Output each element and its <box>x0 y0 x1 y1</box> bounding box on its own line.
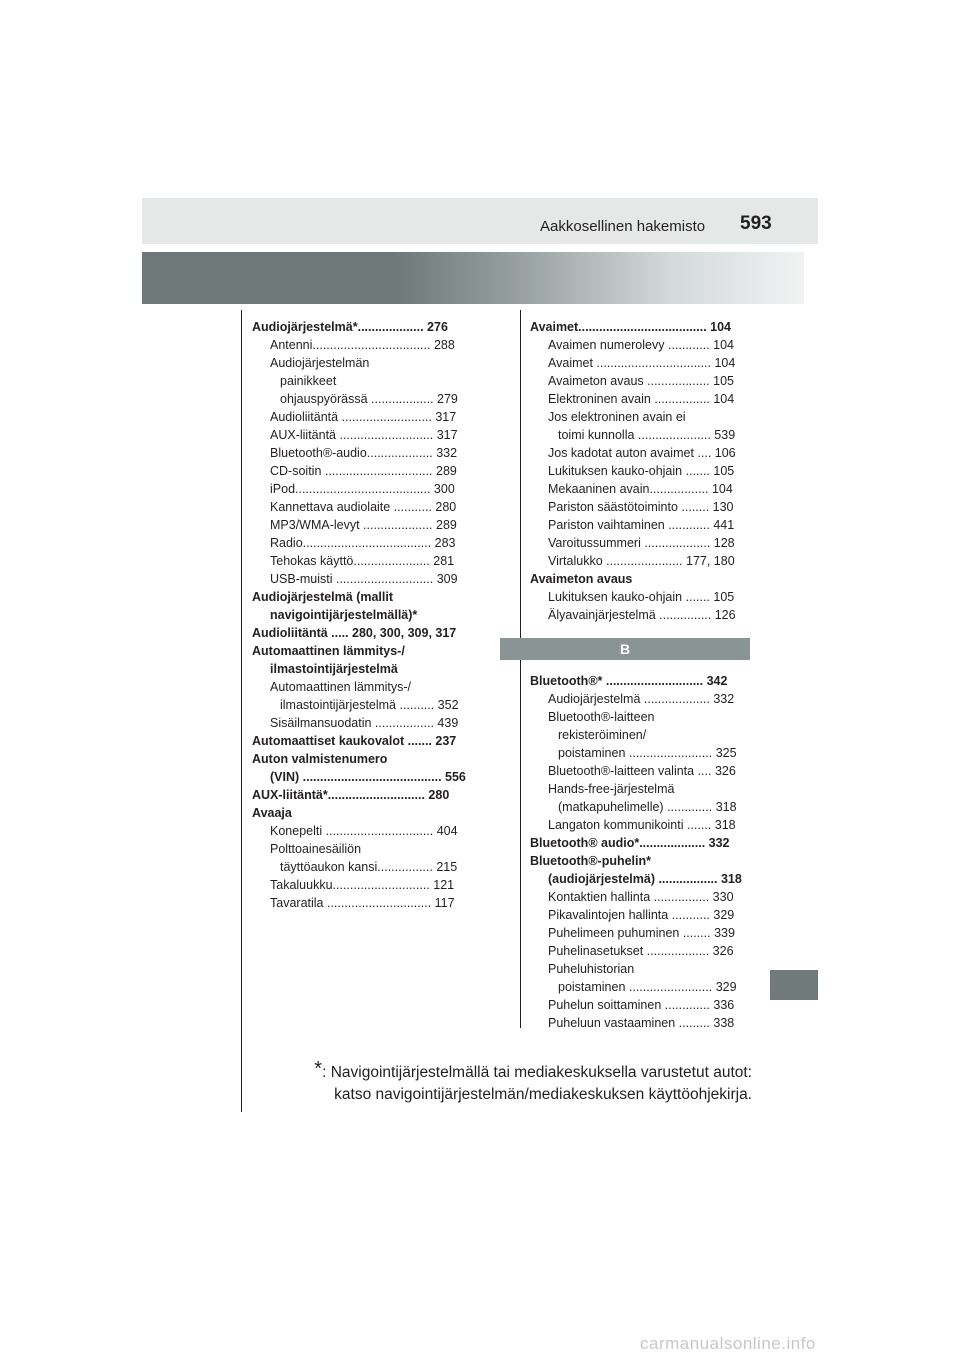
index-entry: Bluetooth®-laitteen <box>548 710 655 724</box>
chapter-tab-marker <box>770 970 818 1000</box>
index-entry: Puheluhistorian <box>548 962 635 976</box>
index-entry: Automaattinen lämmitys-/ <box>270 680 412 694</box>
index-entry: Mekaaninen avain................. 104 <box>548 482 733 496</box>
index-entry: Pikavalintojen hallinta ........... 329 <box>548 908 735 922</box>
footnote-text-1: : Navigointijärjestelmällä tai mediakeskuksella varustetut autot: <box>322 1064 752 1081</box>
index-entry: Varoitussummeri ................... 128 <box>548 536 735 550</box>
index-entry: Audiojärjestelmän <box>270 356 370 370</box>
index-entry: Audioliitäntä ..... 280, 300, 309, 317 <box>252 626 457 640</box>
index-group-a <box>530 318 750 624</box>
index-entry: täyttöaukon kansi................ 215 <box>280 860 458 874</box>
index-entry: toimi kunnolla ..................... 539 <box>558 428 736 442</box>
index-entry: CD-soitin ............................... 289 <box>270 464 457 478</box>
header-band <box>142 198 818 244</box>
index-entry: Polttoainesäiliön <box>270 842 362 856</box>
index-entry: Pariston säästötoiminto ........ 130 <box>548 500 734 514</box>
column-divider <box>520 310 521 1028</box>
footnote-line-1 <box>310 1058 752 1084</box>
index-entry: Audiojärjestelmä (mallit <box>252 590 394 604</box>
index-entry: Antenni.................................. 288 <box>270 338 455 352</box>
index-entry: Kontaktien hallinta ................ 330 <box>548 890 734 904</box>
index-entry: Bluetooth®-laitteen valinta .... 326 <box>548 764 736 778</box>
index-entry: Sisäilmansuodatin ................. 439 <box>270 716 459 730</box>
index-entry: Virtalukko ...................... 177, 180 <box>548 554 735 568</box>
index-entry: Automaattiset kaukovalot ....... 237 <box>252 734 457 748</box>
index-entry: Tavaratila .............................. 117 <box>270 896 455 910</box>
index-entry: Audioliitäntä .......................... 317 <box>270 410 457 424</box>
index-entry: Bluetooth®-audio................... 332 <box>270 446 458 460</box>
section-title: Aakkosellinen hakemisto <box>540 218 706 235</box>
index-entry: Bluetooth®-puhelin* <box>530 854 651 868</box>
index-entry: (VIN) ........................................ 556 <box>270 770 466 784</box>
index-entry: Puheluun vastaaminen ......... 338 <box>548 1016 735 1030</box>
index-entry: Puhelimeen puhuminen ........ 339 <box>548 926 735 940</box>
index-entry: AUX-liitäntä ........................... 317 <box>270 428 458 442</box>
index-entry: Puhelinasetukset .................. 326 <box>548 944 734 958</box>
index-entry: poistaminen ........................ 329 <box>558 980 737 994</box>
index-entry: iPod....................................... 300 <box>270 482 455 496</box>
index-entry: Avaimet..................................... 104 <box>530 320 731 334</box>
index-entry: painikkeet <box>280 374 337 388</box>
index-entry: Avaimeton avaus .................. 105 <box>548 374 734 388</box>
index-entry: Avaimeton avaus <box>530 572 633 586</box>
index-entry: Langaton kommunikointi ....... 318 <box>548 818 736 832</box>
index-entry: USB-muisti ............................ 309 <box>270 572 458 586</box>
index-entry: rekisteröiminen/ <box>558 728 647 742</box>
index-entry: Elektroninen avain ................ 104 <box>548 392 735 406</box>
index-entry: Bluetooth®* ............................ 342 <box>530 674 728 688</box>
index-entry: poistaminen ........................ 325 <box>558 746 737 760</box>
left-divider <box>241 310 242 1112</box>
index-entry: Jos kadotat auton avaimet .... 106 <box>548 446 736 460</box>
letter-heading-b: B <box>500 638 750 660</box>
index-entry: (audiojärjestelmä) ................. 318 <box>548 872 742 886</box>
index-entry: Auton valmistenumero <box>252 752 388 766</box>
page-number: 593 <box>740 213 772 234</box>
index-entry: Radio..................................... 283 <box>270 536 456 550</box>
index-entry: ilmastointijärjestelmä <box>270 662 398 676</box>
index-entry: Takaluukku............................ 121 <box>270 878 455 892</box>
index-entry: Bluetooth® audio*................... 332 <box>530 836 730 850</box>
index-entry: Avaaja <box>252 806 292 820</box>
index-group-b <box>530 672 750 1032</box>
index-entry: Audiojärjestelmä*................... 276 <box>252 320 448 334</box>
index-entry: Älyavainjärjestelmä ............... 126 <box>548 608 736 622</box>
index-entry: navigointijärjestelmällä)* <box>270 608 418 622</box>
index-entry: Audiojärjestelmä ................... 332 <box>548 692 735 706</box>
index-entry: MP3/WMA-levyt .................... 289 <box>270 518 457 532</box>
index-entry: Automaattinen lämmitys-/ <box>252 644 405 658</box>
watermark: carmanualsonline.info <box>640 1334 816 1353</box>
footnote-line-2: katso navigointijärjestelmän/mediakeskuksen käyttöohjekirja. <box>334 1086 752 1103</box>
index-column-right <box>530 318 750 1032</box>
index-entry: ohjauspyörässä .................. 279 <box>280 392 458 406</box>
index-entry: Lukituksen kauko-ohjain ....... 105 <box>548 590 735 604</box>
index-entry: Kannettava audiolaite ........... 280 <box>270 500 457 514</box>
index-entry: Tehokas käyttö...................... 281 <box>270 554 455 568</box>
footnote-star: * <box>314 1058 323 1080</box>
index-entry: AUX-liitäntä*............................ 280 <box>252 788 450 802</box>
index-entry: (matkapuhelimelle) ............. 318 <box>558 800 737 814</box>
index-entry: Konepelti ............................... 404 <box>270 824 458 838</box>
index-entry: Jos elektroninen avain ei <box>548 410 686 424</box>
index-entry: ilmastointijärjestelmä .......... 352 <box>280 698 459 712</box>
index-entry: Lukituksen kauko-ohjain ....... 105 <box>548 464 735 478</box>
footnote <box>310 1058 752 1106</box>
decorative-gradient-bar <box>142 252 804 304</box>
index-entry: Hands-free-järjestelmä <box>548 782 675 796</box>
index-entry: Avaimet ................................. 104 <box>548 356 736 370</box>
index-column-left <box>252 318 472 912</box>
index-entry: Puhelun soittaminen ............. 336 <box>548 998 735 1012</box>
index-entry: Pariston vaihtaminen ............ 441 <box>548 518 735 532</box>
index-entry: Avaimen numerolevy ............ 104 <box>548 338 734 352</box>
